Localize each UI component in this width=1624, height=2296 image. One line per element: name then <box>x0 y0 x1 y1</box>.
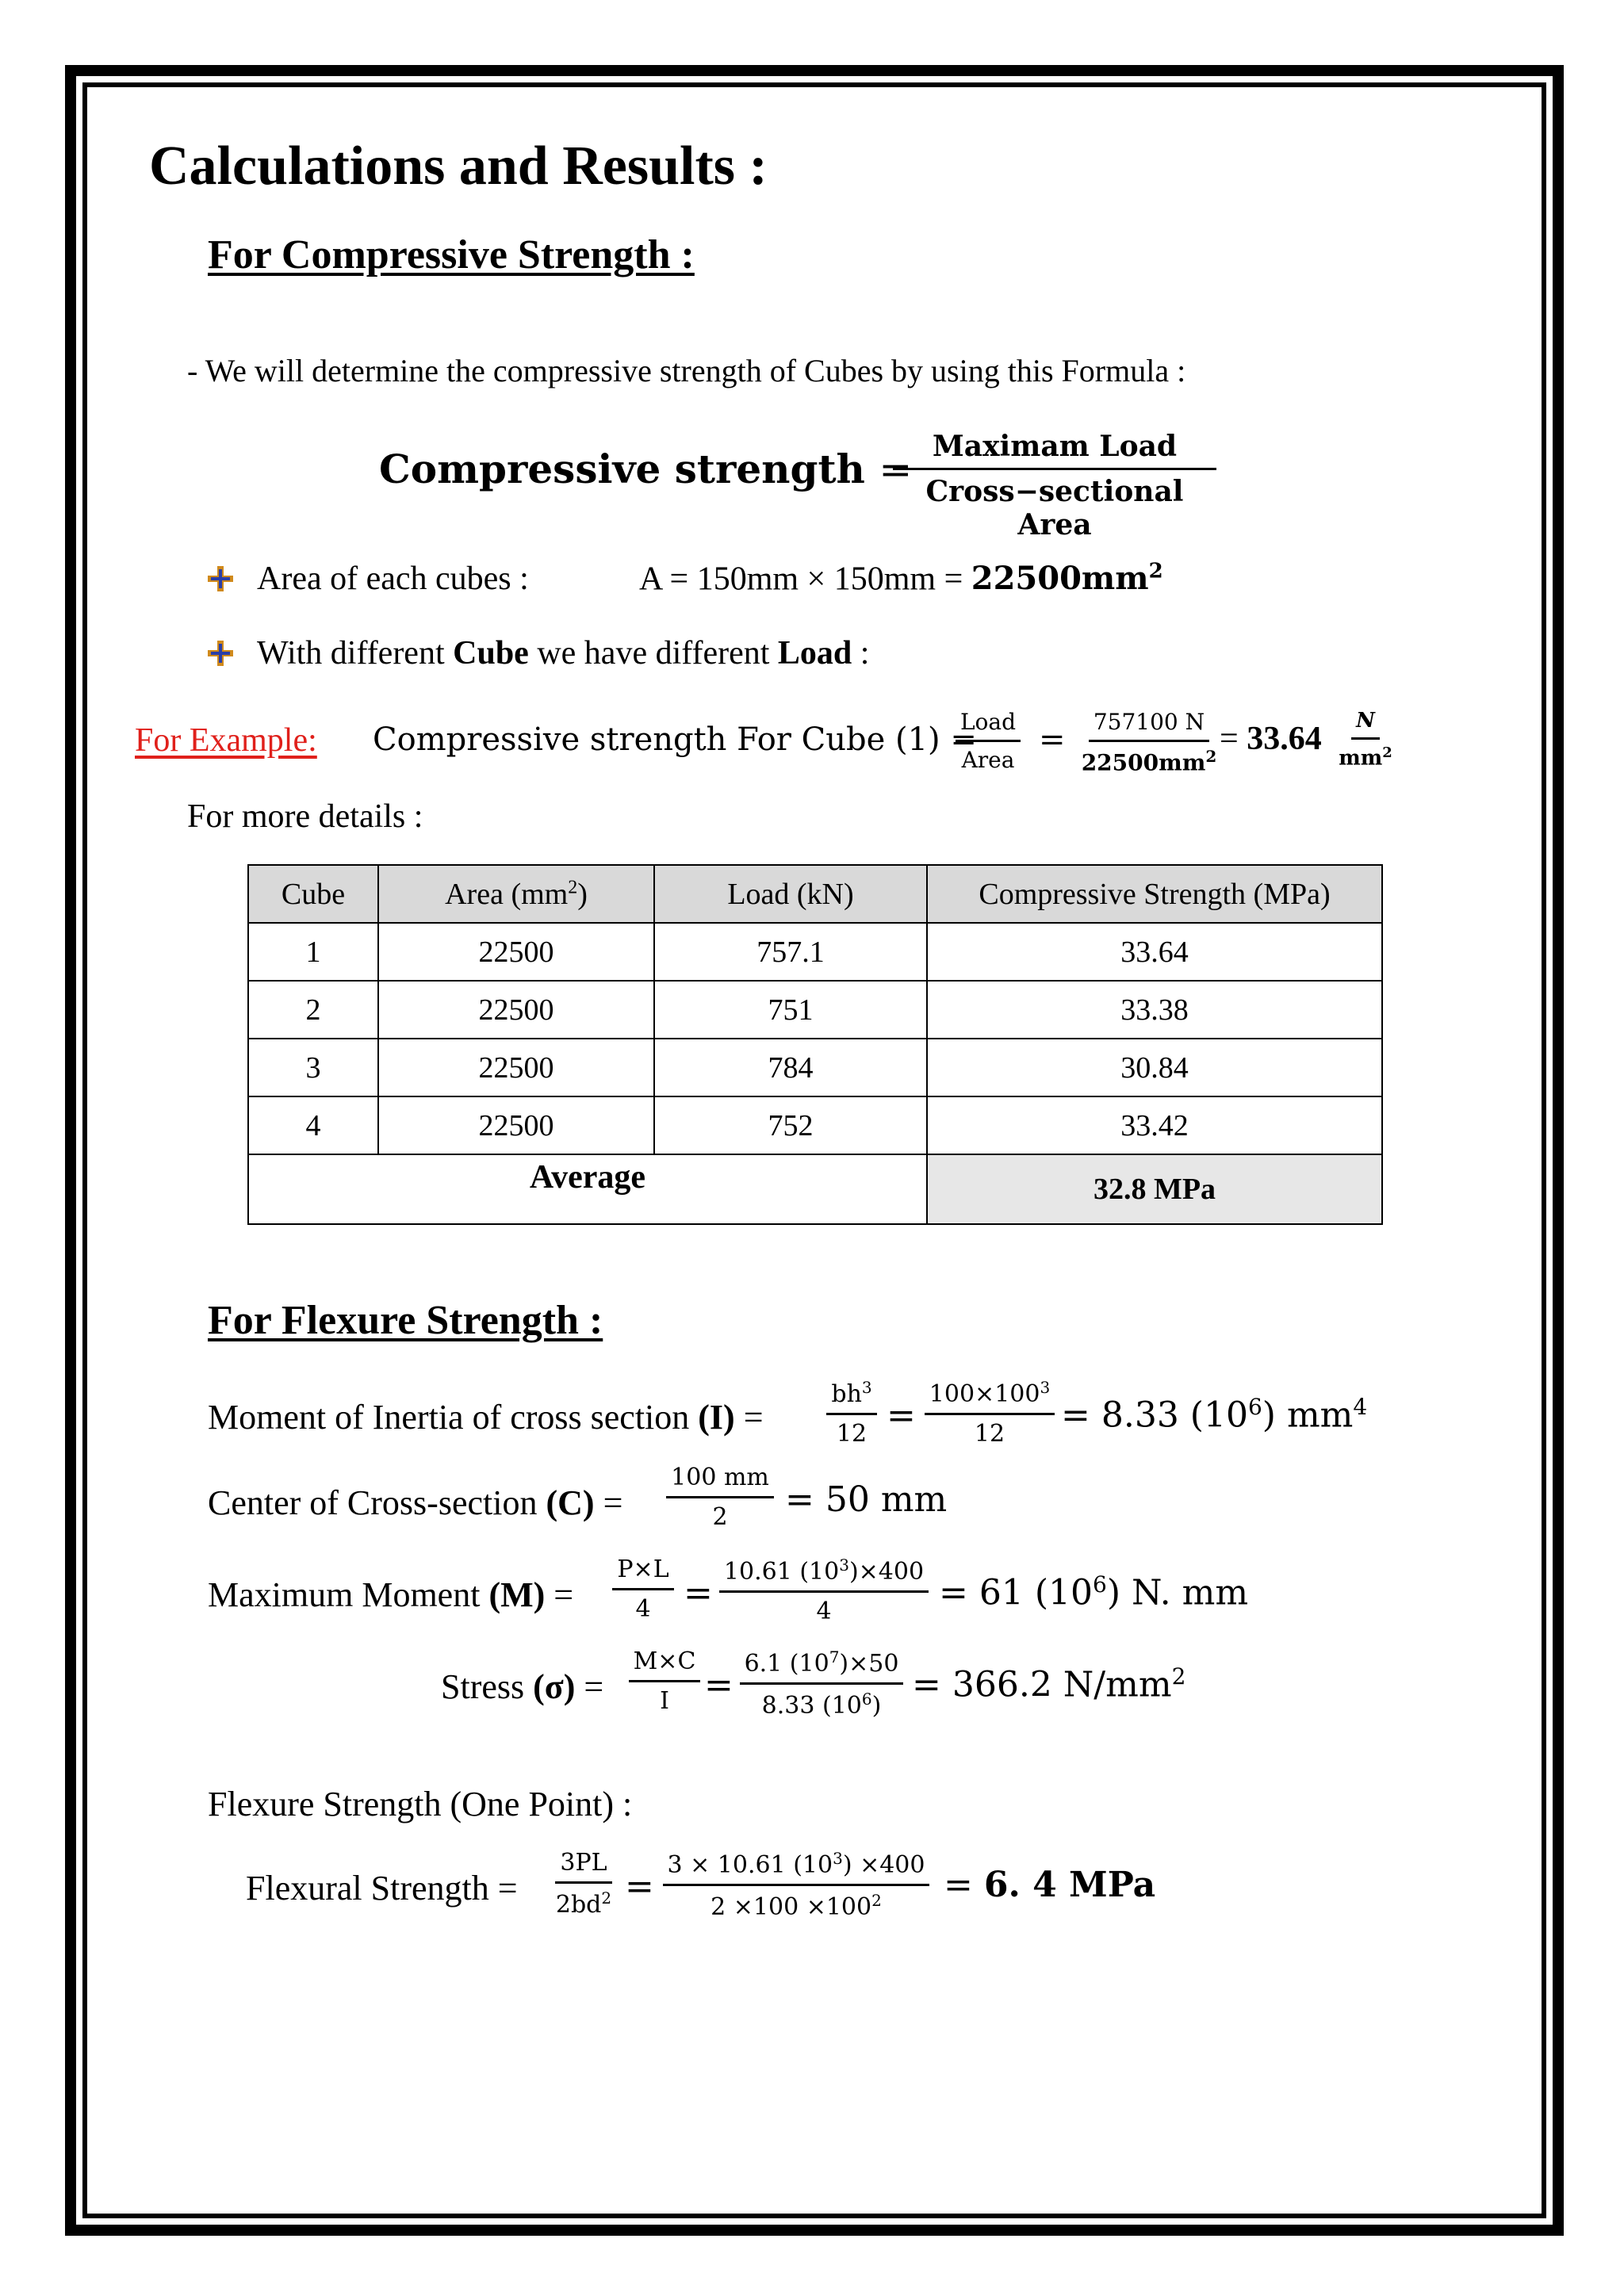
table-row <box>248 1039 1382 1096</box>
cell-cube: 3 <box>248 1039 378 1096</box>
table-row <box>248 981 1382 1039</box>
area-expr: A = 150mm × 150mm = <box>639 561 971 598</box>
header-area-sup: 2 <box>568 876 578 897</box>
example-f2-num: 757100 N <box>1089 709 1209 742</box>
formula-numerator: Maximam Load <box>893 430 1216 470</box>
stress-f1-num: M×C <box>629 1647 701 1682</box>
formula-equals: = <box>879 446 913 492</box>
moment-eq: = <box>545 1575 574 1614</box>
stress-f1-den: I <box>660 1687 669 1715</box>
bullet-area-expression <box>639 560 1163 598</box>
flexural-label: Flexural Strength = <box>246 1869 518 1908</box>
cell-cube: 1 <box>248 923 378 981</box>
center-num: 100 mm <box>666 1464 774 1498</box>
header-area-text: Area (mm <box>445 877 569 911</box>
page-title: Calculations and Results : <box>149 136 768 197</box>
header-load: Load (kN) <box>654 865 927 923</box>
example-f2-den <box>1077 742 1222 775</box>
moment-result-post: ) N. mm <box>1106 1572 1249 1613</box>
bullet2-part3: : <box>852 635 870 672</box>
compressive-heading: For Compressive Strength : <box>208 232 695 277</box>
cell-area: 22500 <box>378 1096 654 1154</box>
moment-result-pre: = 61 (10 <box>939 1572 1093 1613</box>
example-text: Compressive strength For Cube (1) = <box>373 721 977 758</box>
moment-f2-num-sup: 3 <box>839 1556 849 1575</box>
cell-area: 22500 <box>378 981 654 1039</box>
moment-f2-num-pre: 10.61 (10 <box>723 1558 840 1586</box>
flexural-f1-den <box>551 1884 616 1919</box>
example-unit-num: N <box>1351 709 1380 740</box>
flexural-result-value: 6. 4 MPa <box>983 1865 1156 1905</box>
moment-symbol: (M) <box>488 1575 546 1614</box>
inertia-f2-num-sup: 3 <box>1040 1378 1051 1397</box>
example-unit-den-base: mm <box>1339 746 1383 771</box>
average-value: 32.8 MPa <box>927 1154 1382 1224</box>
header-cube: Cube <box>248 865 378 923</box>
stress-f2-num-sup: 7 <box>829 1647 840 1667</box>
cell-area: 22500 <box>378 1039 654 1096</box>
bullet2-part2: we have different <box>528 635 778 672</box>
moment-f1-den: 4 <box>635 1595 651 1623</box>
cell-strength: 33.38 <box>927 981 1382 1039</box>
stress-symbol: (σ) <box>533 1667 576 1706</box>
moment-result-sup: 6 <box>1092 1571 1107 1598</box>
bullet2-load: Load <box>777 635 852 672</box>
flexural-f2-den-sup: 2 <box>871 1891 882 1910</box>
stress-f2-num-pre: 6.1 (10 <box>744 1650 829 1678</box>
moment-fraction-1 <box>607 1556 679 1623</box>
bullet-load-text <box>257 634 869 672</box>
inertia-f2-den: 12 <box>974 1420 1005 1448</box>
example-fraction-load-area <box>948 709 1028 773</box>
stress-f2-den <box>757 1685 887 1720</box>
moment-eq2: = <box>684 1573 713 1613</box>
stress-f2-num-post: )×50 <box>839 1650 899 1678</box>
one-point-label: Flexure Strength (One Point) : <box>208 1785 633 1823</box>
flexural-result <box>944 1865 1155 1905</box>
stress-eq: = <box>575 1667 604 1706</box>
stress-f2-den-post: ) <box>871 1692 882 1720</box>
center-label-text: Center of Cross-section <box>208 1483 546 1522</box>
cell-cube: 2 <box>248 981 378 1039</box>
inertia-result <box>1061 1394 1367 1436</box>
example-f1-den: Area <box>961 747 1015 773</box>
inertia-fraction-2 <box>920 1378 1059 1448</box>
stress-label-text: Stress <box>441 1667 534 1706</box>
inertia-result-sup2: 4 <box>1353 1394 1368 1420</box>
stress-f2-den-sup: 6 <box>861 1689 872 1709</box>
example-unit-den-sup: 2 <box>1382 744 1392 761</box>
inertia-result-sup: 6 <box>1247 1394 1262 1420</box>
average-label: Average <box>248 1154 927 1224</box>
example-f1-num: Load <box>956 709 1021 742</box>
example-f2-den-base: 22500mm <box>1081 749 1206 776</box>
more-details: For more details : <box>187 798 423 835</box>
example-result <box>1220 720 1322 758</box>
cell-strength: 30.84 <box>927 1039 1382 1096</box>
example-equals: = <box>1039 721 1066 758</box>
flexure-heading: For Flexure Strength : <box>208 1298 603 1343</box>
flexural-f2-num-pre: 3 × 10.61 (10 <box>667 1851 833 1879</box>
inertia-symbol: (I) <box>698 1398 735 1437</box>
moment-f2-num-post: )×400 <box>848 1558 925 1586</box>
inertia-fraction-1 <box>818 1378 885 1448</box>
flexural-f2-num-sup: 3 <box>833 1849 843 1868</box>
flexural-f1-num: 3PL <box>555 1849 611 1884</box>
cell-area: 22500 <box>378 923 654 981</box>
results-table <box>247 864 1383 1225</box>
inertia-eq2: = <box>887 1395 916 1436</box>
formula-lhs <box>379 446 912 492</box>
inertia-f1-den: 12 <box>836 1420 868 1448</box>
cell-load: 752 <box>654 1096 927 1154</box>
example-fraction-values <box>1082 709 1216 775</box>
stress-fraction-1 <box>626 1647 703 1715</box>
stress-f2-den-pre: 8.33 (10 <box>761 1692 862 1720</box>
cell-cube: 4 <box>248 1096 378 1154</box>
moment-f2-num <box>719 1556 929 1593</box>
bullet2-part1: With different <box>257 635 454 672</box>
flexural-f2-num-post: ) ×400 <box>842 1851 925 1879</box>
table-average-row <box>248 1154 1382 1224</box>
cell-load: 784 <box>654 1039 927 1096</box>
formula-fraction <box>888 430 1221 541</box>
moment-label-text: Maximum Moment <box>208 1575 489 1614</box>
bullet-arrow-icon <box>206 639 235 668</box>
inertia-f2-num-base: 100×100 <box>929 1380 1040 1408</box>
formula-lhs-text: Compressive strength <box>379 446 865 492</box>
cell-load: 751 <box>654 981 927 1039</box>
inertia-f1-num-base: bh <box>831 1380 862 1408</box>
cell-load: 757.1 <box>654 923 927 981</box>
center-fraction <box>663 1464 777 1531</box>
inertia-result-mid: ) mm <box>1262 1395 1354 1436</box>
stress-eq2: = <box>704 1665 733 1705</box>
cell-strength: 33.42 <box>927 1096 1382 1154</box>
inertia-label-text: Moment of Inertia of cross section <box>208 1398 699 1437</box>
cell-strength: 33.64 <box>927 923 1382 981</box>
example-label: For Example: <box>135 722 317 759</box>
example-unit-den <box>1334 740 1397 771</box>
inertia-result-pre: = 8.33 (10 <box>1061 1395 1248 1436</box>
header-area <box>378 865 654 923</box>
center-symbol: (C) <box>546 1483 595 1522</box>
moment-f2-den: 4 <box>816 1598 832 1625</box>
flexural-f1-den-pre: 2bd <box>555 1891 602 1919</box>
table-header-row <box>248 865 1382 923</box>
bullet-arrow-icon <box>206 564 235 593</box>
inertia-f1-num-sup: 3 <box>861 1378 872 1397</box>
flexural-result-eq: = <box>944 1865 984 1905</box>
area-result <box>971 560 1163 597</box>
table-row <box>248 923 1382 981</box>
stress-result <box>912 1663 1185 1705</box>
stress-fraction-2 <box>734 1647 909 1720</box>
inertia-eq: = <box>734 1398 764 1437</box>
moment-result <box>939 1571 1248 1613</box>
header-area-close: ) <box>577 877 588 911</box>
center-den: 2 <box>712 1503 728 1531</box>
moment-label <box>208 1575 573 1615</box>
moment-f1-num: P×L <box>612 1556 673 1590</box>
header-strength: Compressive Strength (MPa) <box>927 865 1382 923</box>
flexural-fraction-2 <box>661 1849 931 1921</box>
bullet2-cube: Cube <box>453 635 529 672</box>
example-unit-fraction <box>1334 709 1397 771</box>
example-result-eq: = <box>1220 721 1247 757</box>
bullet-area-label: Area of each cubes : <box>257 561 529 597</box>
flexural-f2-num <box>663 1849 930 1886</box>
flexural-fraction-1 <box>547 1849 620 1919</box>
stress-f2-num <box>740 1647 904 1685</box>
compressive-intro: - We will determine the compressive strength of Cubes by using this Formula : <box>187 353 1186 388</box>
inertia-f1-num <box>826 1378 876 1415</box>
table-row <box>248 1096 1382 1154</box>
flexural-eq2: = <box>625 1866 654 1907</box>
center-eq: = <box>594 1483 623 1522</box>
area-result-base: 22500mm <box>971 560 1149 598</box>
moment-fraction-2 <box>715 1556 933 1625</box>
stress-result-pre: = 366.2 N/mm <box>912 1664 1172 1705</box>
area-result-sup: 2 <box>1148 560 1163 584</box>
stress-result-sup: 2 <box>1171 1663 1186 1689</box>
center-result: = 50 mm <box>785 1479 948 1520</box>
stress-label <box>441 1667 603 1707</box>
inertia-f2-num <box>925 1378 1055 1415</box>
example-result-value: 33.64 <box>1247 721 1322 757</box>
example-f2-den-sup: 2 <box>1205 747 1217 766</box>
flexural-f2-den-pre: 2 ×100 ×100 <box>710 1893 872 1921</box>
formula-denominator: Cross−sectional Area <box>925 475 1184 541</box>
inertia-label <box>208 1397 764 1437</box>
flexural-f2-den <box>706 1886 887 1921</box>
flexural-f1-den-sup: 2 <box>601 1888 612 1908</box>
center-label <box>208 1483 622 1523</box>
